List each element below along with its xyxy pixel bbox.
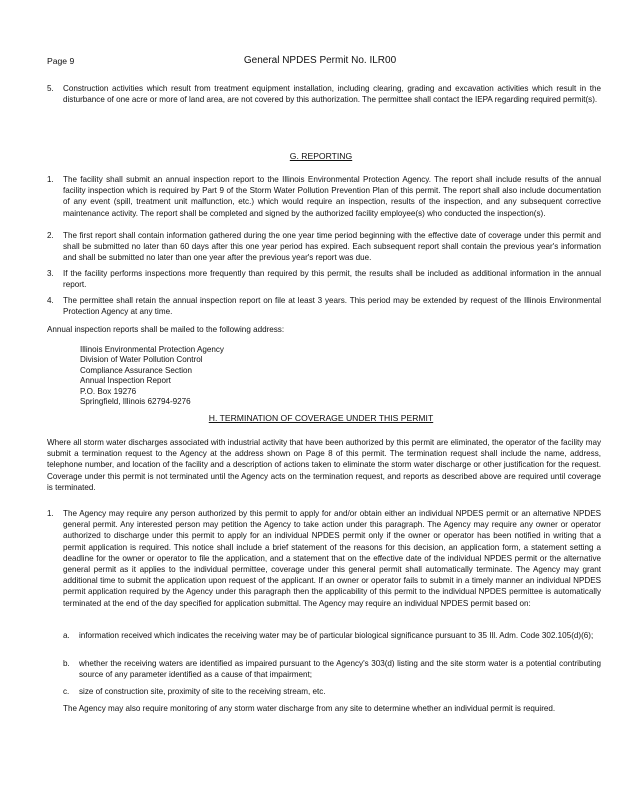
page-number: Page 9 bbox=[47, 56, 75, 66]
mailing-address bbox=[80, 345, 224, 407]
item-number: 3. bbox=[47, 269, 54, 278]
section-heading-g: G. REPORTING bbox=[289, 151, 353, 161]
item-number: 1. bbox=[47, 175, 54, 184]
paragraph-g2: The first report shall contain information gathered during the one year time period beginning with the effective date of coverage under this permit and shall be submitted no later than 60 days after this one year period has expired. Each subsequent report shall contain the previous year's information and shall be submitted no later than one year after the previous year's report was due. bbox=[63, 231, 601, 263]
paragraph-g1: The facility shall submit an annual inspection report to the Illinois Environmental Protection Agency. The report shall include results of the annual facility inspection which is required by Part 9 of the Storm Water Pollution Prevention Plan of this permit. The report shall also include documentation of any event (spill, treatment unit malfunction, etc.) which would require an inspection, results of the inspection, and any subsequent corrective maintenance activity. The report shall be completed and signed by the authorized facility employee(s) who conducted the inspection(s). bbox=[63, 175, 601, 218]
subitem-b: whether the receiving waters are identified as impaired pursuant to the Agency's 303(d) listing and the site storm water is a potential contributing source of any parameter identified as a cause of that impairment; bbox=[79, 659, 601, 680]
paragraph-g4: The permittee shall retain the annual inspection report on file at least 3 years. This period may be extended by request of the Illinois Environmental Protection Agency at any time. bbox=[63, 296, 601, 317]
subitem-letter: a. bbox=[63, 631, 70, 640]
address-line: Division of Water Pollution Control bbox=[80, 355, 203, 365]
item-number: 4. bbox=[47, 296, 54, 305]
item-number: 1. bbox=[47, 509, 54, 518]
paragraph-g3: If the facility performs inspections more frequently than required by this permit, the results shall be included as additional information in the annual report. bbox=[63, 269, 601, 290]
address-line: Compliance Assurance Section bbox=[80, 365, 193, 375]
subitem-c: size of construction site, proximity of site to the receiving stream, etc. bbox=[79, 687, 326, 696]
document-title: General NPDES Permit No. ILR00 bbox=[243, 55, 397, 66]
address-line: Illinois Environmental Protection Agency bbox=[80, 345, 224, 354]
mailing-intro: Annual inspection reports shall be mailed to the following address: bbox=[47, 325, 285, 334]
subitem-a: information received which indicates the receiving water may be of particular biological significance pursuant to 35 Ill. Adm. Code 302.105(d)(6); bbox=[79, 631, 594, 640]
paragraph-h-intro: Where all storm water discharges associated with industrial activity that have been authorized by this permit are eliminated, the operator of the facility may submit a termination request to the Agency at the address shown on Page 8 of this permit. The termination request shall include the name, address, telephone number, and location of the facility and a description of actions taken to eliminate the storm water discharge or other justification for the request. Coverage under this permit is not terminated until the Agency acts on the termination request, and reports as described above are required until coverage is terminated. bbox=[47, 438, 601, 492]
item-number: 5. bbox=[47, 84, 54, 93]
subitem-letter: b. bbox=[63, 659, 70, 668]
address-line: Springfield, Illinois 62794-9276 bbox=[80, 397, 191, 407]
item-number: 2. bbox=[47, 231, 54, 240]
paragraph-item-5: Construction activities which result from treatment equipment installation, including clearing, grading and excavation activities which result in the disturbance of one acre or more of land area, are not covered by this authorization. The permittee shall contact the IEPA regarding required permit(s). bbox=[63, 84, 601, 105]
subitem-letter: c. bbox=[63, 687, 70, 696]
address-line: P.O. Box 19276 bbox=[80, 386, 137, 396]
paragraph-h1: The Agency may require any person authorized by this permit to apply for and/or obtain either an individual NPDES permit or an alternative NPDES general permit. Any interested person may petition the Agency to take action under this paragraph. The Agency may require any owner or operator authorized to discharge under this permit to apply for an individual NPDES permit only if the owner or operator has been notified in writing that a permit application is required. This notice shall include a brief statement of the reasons for this decision, an application form, a statement setting a deadline for the owner or operator to file the application, and a statement that on the effective date of the individual NPDES permit or the alternative general permit as it applies to the individual permittee, coverage under this general permit shall automatically terminate. The Agency may grant additional time to submit the application upon request of the applicant. If an owner or operator fails to submit in a timely manner an individual NPDES permit application required by the Agency under this paragraph then the applicability of this permit to the individual NPDES permittee is automatically terminated at the end of the day specified for application submittal. The Agency may require an individual NPDES permit based on: bbox=[63, 509, 601, 608]
section-heading-h: H. TERMINATION OF COVERAGE UNDER THIS PERMIT bbox=[208, 413, 434, 423]
paragraph-closing: The Agency may also require monitoring of any storm water discharge from any site to determine whether an individual permit is required. bbox=[63, 704, 556, 713]
address-line: Annual Inspection Report bbox=[80, 376, 171, 386]
